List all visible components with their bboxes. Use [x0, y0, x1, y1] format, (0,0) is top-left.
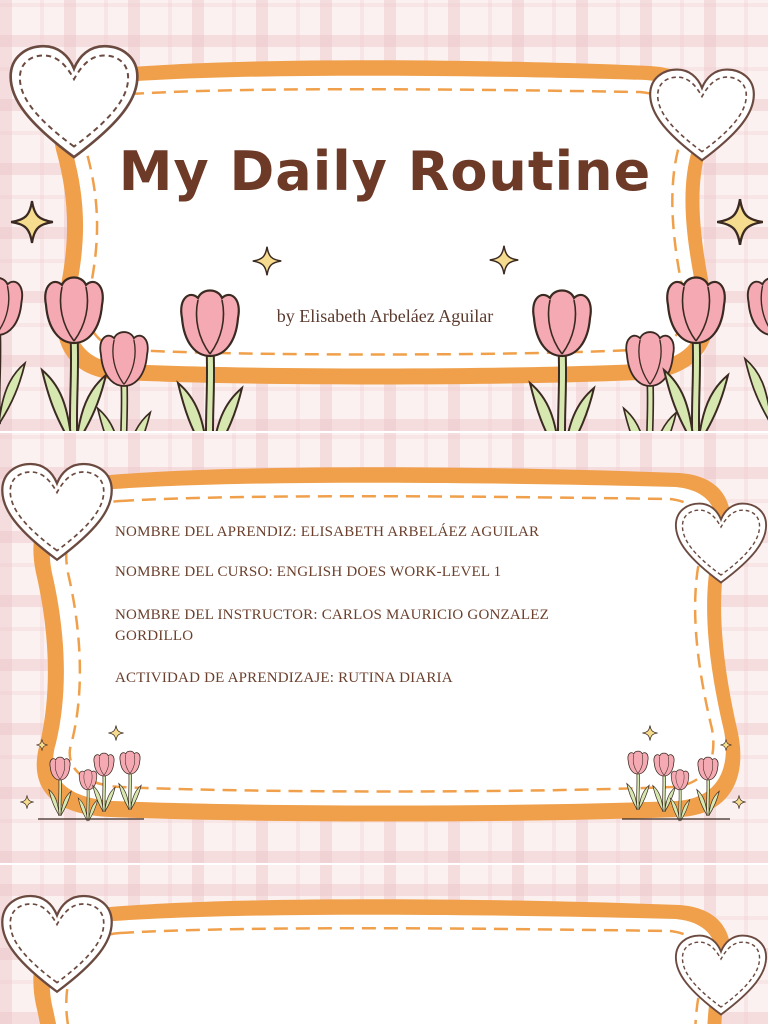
- tulip-icon: [0, 278, 25, 425]
- title-slide-decoration: [0, 0, 768, 431]
- tulip-icon: [745, 278, 768, 425]
- info-slide: [0, 433, 768, 863]
- info-slide-decoration: [0, 433, 768, 863]
- third-slide-partial: [0, 865, 768, 1024]
- sparkle-icon: [732, 795, 745, 808]
- author-byline: by Elisabeth Arbeláez Aguilar: [276, 306, 494, 326]
- learning-activity-line: ACTIVIDAD DE APRENDIZAJE: RUTINA DIARIA: [115, 670, 453, 686]
- tulip-icon: [98, 332, 151, 431]
- title-slide: [0, 0, 768, 431]
- instructor-name-line: NOMBRE DEL INSTRUCTOR: CARLOS MAURICIO GONZALEZ GORDILLO: [115, 607, 549, 644]
- course-name-line: NOMBRE DEL CURSO: ENGLISH DOES WORK-LEVEL 1: [115, 564, 502, 580]
- sparkle-icon: [717, 199, 763, 245]
- page-title: My Daily Routine: [118, 140, 652, 203]
- learner-name-line: NOMBRE DEL APRENDIZ: ELISABETH ARBELÁEZ AGUILAR: [115, 524, 540, 540]
- sparkle-icon: [11, 201, 53, 243]
- sparkle-icon: [20, 795, 33, 808]
- third-slide-decoration: [0, 865, 768, 1024]
